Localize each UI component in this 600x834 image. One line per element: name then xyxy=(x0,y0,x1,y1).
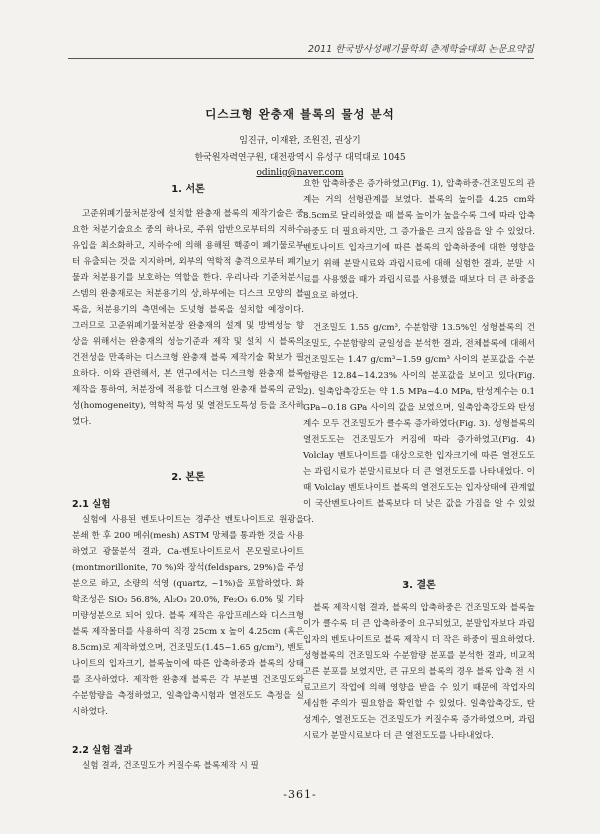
affiliation: 한국원자력연구원, 대전광역시 유성구 대덕대로 1045 xyxy=(194,153,406,163)
intro-paragraph: 고준위폐기물처분장에 설치할 완충재 블록의 제작기술은 중요한 처분기술요소 중의 하나로, 주위 암반으로부터의 지하수 유입을 최소화하고, 지하수에 의해 용해된 핵종이 폐기물로부터 유출되는 것을 지지하며, 외부의 역학적 충격으로부터 폐기물과 처분용기를 보호하는 역할을 한다. 우리나라 기준처분시스템의 완충재로는 처분용기의 상,하부에는 디스크 모양의 블록을, 처분용기의 측면에는 도넛형 블록을 설치할 예정이다. 그러므로 고준위폐기물처분장 완충재의 설계 및 방벽성능 향상을 위해서는 완충재의 성능기준과 제작 및 설치 시 블록의 건전성을 만족하는 디스크형 완충재 블록 제작기술 확보가 필요하다. 이와 관련해서, 본 연구에서는 디스크형 완충재 블록 제작을 통하여, 처분장에 적용할 디스크형 완충재 블록의 균일성(homogeneity), 역학적 특성 및 열전도도특성 등을 조사하였다. xyxy=(72,209,304,427)
experiment-subheading: 2.1 실험 xyxy=(72,499,111,510)
results-paragraph-cont: 요한 압축하중은 증가하였고(Fig. 1), 압축하중-건조밀도의 관계는 거의 선형관계를 보였다. 블록의 높이를 4.25 cm와 8.5cm로 달리하였을 때 블록 높이가 높을수록 그에 따라 압축하중도 더 필요하지만, 그 증가율은 크지 않음을 알 수 있었다. 벤토나이트 입자크기에 따른 블록의 압축하중에 대한 영향을 보기 위해 분말시료와 과립시료에 대해 실험한 결과, 분말 시료를 사용했을 때가 과립시료를 사용했을 때보다 더 큰 하중을 필요로 하였다. xyxy=(303,179,535,301)
results-paragraph-start: 실험 결과, 건조밀도가 커질수록 블록제작 시 필 xyxy=(82,761,259,771)
author-list: 임진규, 이재완, 조원진, 권상기 xyxy=(239,136,361,146)
header-rule xyxy=(68,58,534,59)
conclusion-heading: 3. 결론 xyxy=(402,580,436,591)
results-subheading: 2.2 실험 결과 xyxy=(72,745,133,756)
author-email: odinlig@naver.com xyxy=(256,168,344,178)
paper-title: 디스크형 완충재 블록의 물성 분석 xyxy=(205,107,395,121)
experiment-paragraph: 실험에 사용된 벤토나이트는 경주산 벤토나이트로 원광을 분쇄 한 후 200 메쉬(mesh) ASTM 망체를 통과한 것을 사용하였고 광물분석 결과, Ca-벤토나이트로서 몬모릴로나이트(montmorillonite, 70 %)와 장석(feldspars, 29%)을 주성분으로 하고, 소량의 석영 (quartz, ~1%)을 포함하였다. 화학조성은 SiO₂ 56.8%, Al₂O₃ 20.0%, Fe₂O₃ 6.0% 및 기타 미량성분으로 되어 있다. 블록 제작은 유압프레스와 디스크형 블록 제작몰더를 사용하여 직경 25cm x 높이 4.25cm (혹은 8.5cm)로 제작하였으며, 건조밀도(1.45~1.65 g/cm³), 벤토나이트의 입자크기, 블록높이에 따른 압축하중과 블록의 상태를 조사하였다. 제작한 완충재 블록은 각 부분별 건조밀도와 수분함량을 측정하였고, 일축압축시험과 열전도도 측정을 실시하였다. xyxy=(72,515,304,717)
intro-heading: 1. 서론 xyxy=(171,184,205,195)
conclusion-paragraph: 블록 제작시험 결과, 블록의 압축하중은 건조밀도와 블록높이가 클수록 더 큰 압축하중이 요구되었고, 분말입자보다 과립입자의 벤토나이트로 블록 제작시 더 작은 하중이 필요하였다. 성형블록의 건조밀도와 수분함량 분포를 분석한 결과, 비교적 고른 분포를 보였지만, 큰 규모의 블록의 경우 블록 압축 전 시료고르기 작업에 의해 영향을 받을 수 있기 때문에 작업자의 세심한 주의가 필요함을 확인할 수 있었다. 일축압축강도, 탄성계수, 열전도도는 건조밀도가 커질수록 증가하였으며, 과립시료가 분말시료보다 더 큰 열전도도를 나타내었다. xyxy=(303,603,535,741)
results-paragraph-2: 건조밀도 1.55 g/cm³, 수분함량 13.5%인 성형블록의 건조밀도, 수분함량의 균일성을 분석한 결과, 전체블록에 대해서 건조밀도는 1.47 g/cm³~1.59 g/cm³ 사이의 분포값을 수분함량은 12.84~14.23% 사이의 분포값을 보이고 있다(Fig. 2). 일축압축강도는 약 1.5 MPa~4.0 MPa, 탄성계수는 0.1 GPa~0.18 GPa 사이의 값을 보였으며, 일축압축강도와 탄성계수 모두 건조밀도가 클수록 증가하였다(Fig. 3). 성형블록의 열전도도는 건조밀도가 커짐에 따라 증가하였고(Fig. 4) Volclay 벤토나이트를 대상으로한 입자크기에 따른 열전도도는 과립시료가 분말시료보다 더 큰 열전도도를 나타내었다. 이때 Volclay 벤토나이트 블록의 열전도도는 입자상태에 관계없이 국산벤토나이트 블록보다 더 낮은 값을 가짐을 알 수 있었다. xyxy=(303,323,535,525)
page-number: -361- xyxy=(283,788,317,801)
main-heading: 2. 본론 xyxy=(171,472,205,483)
running-header: 2011 한국방사성폐기물학회 춘계학술대회 논문요약집 xyxy=(308,44,534,55)
